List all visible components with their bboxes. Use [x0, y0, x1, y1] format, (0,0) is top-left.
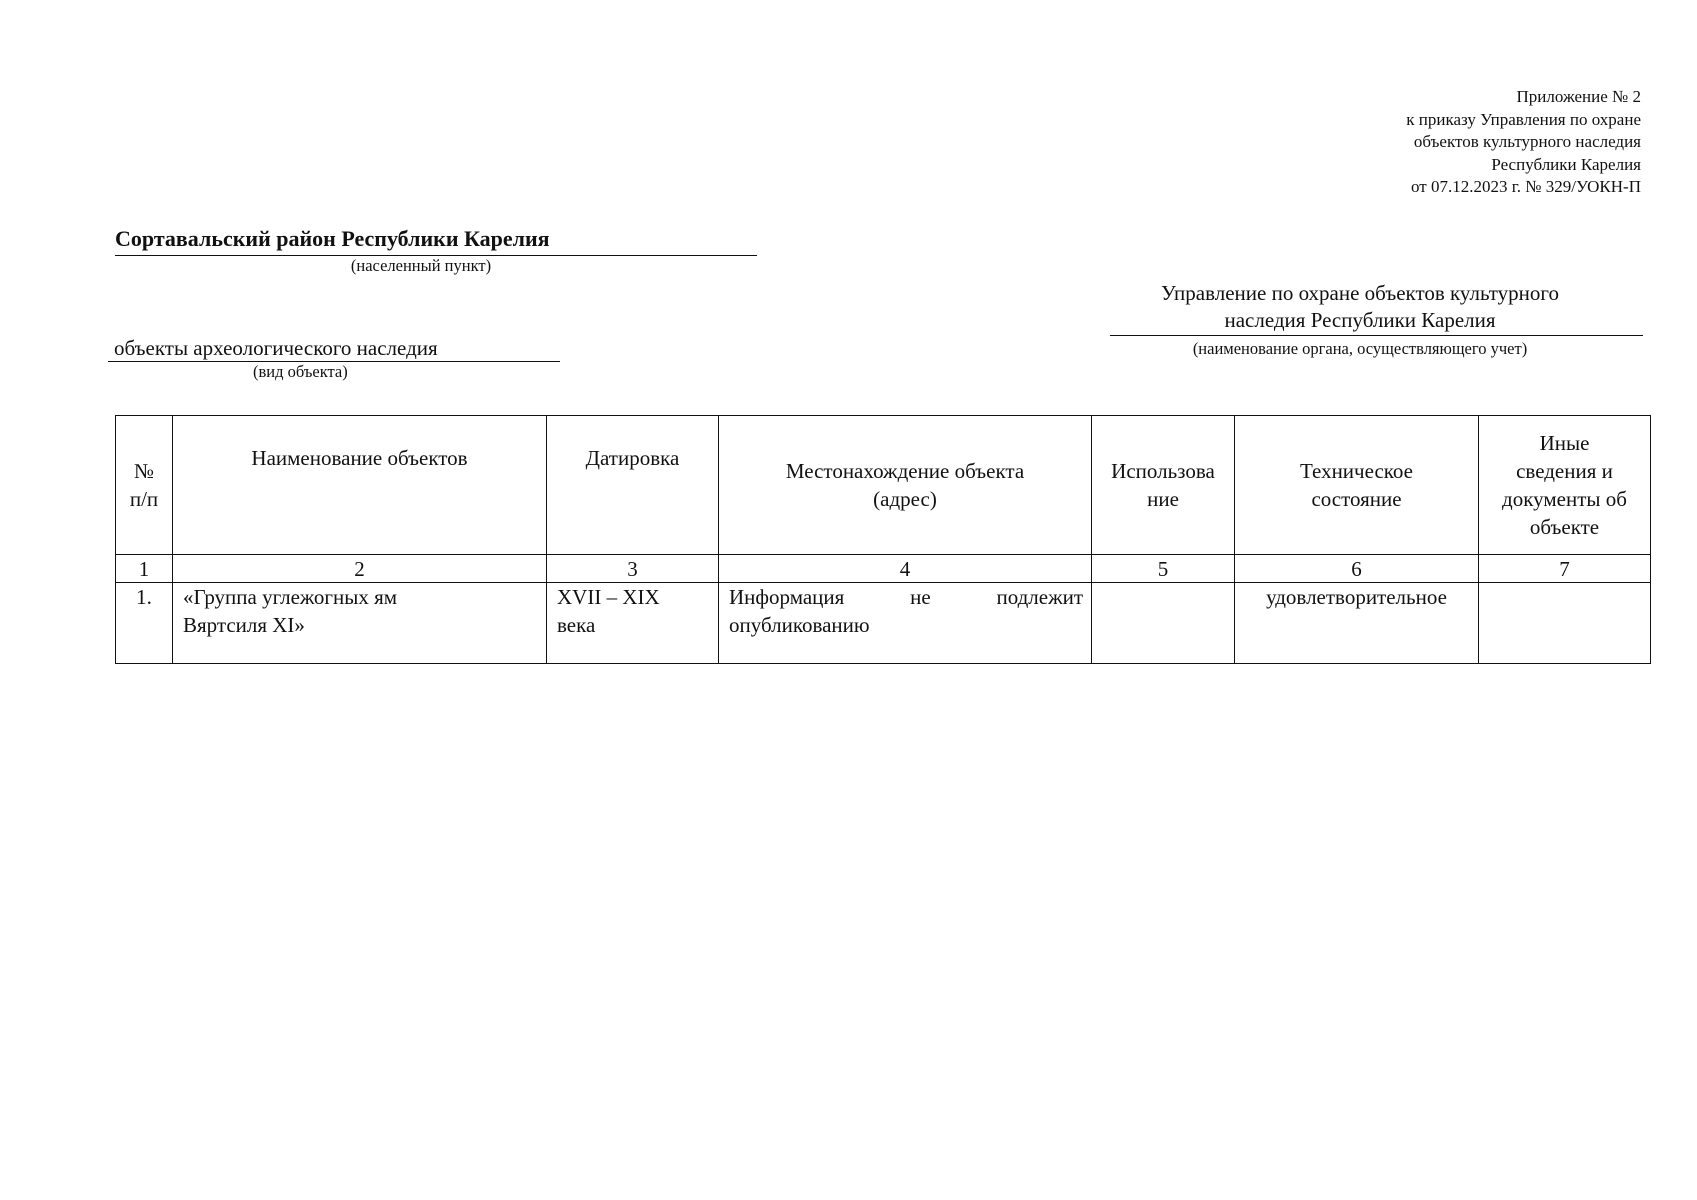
object-type-caption: (вид объекта): [253, 362, 348, 381]
header-location: [719, 416, 1092, 555]
cell-usage: [1092, 583, 1235, 664]
header-num-line: №: [133, 459, 155, 483]
header-dating: [547, 416, 719, 555]
column-number: 1: [116, 555, 173, 583]
header-name: [173, 416, 547, 555]
header-num-line: п/п: [129, 487, 159, 511]
authority-value-line: Управление по охране объектов культурного: [1161, 281, 1559, 305]
header-tech-state: [1235, 416, 1479, 555]
column-number: 5: [1092, 555, 1235, 583]
cell-dating: [547, 583, 719, 664]
column-number: 6: [1235, 555, 1479, 583]
header-dating-text: Датировка: [585, 446, 680, 470]
appendix-line: Приложение № 2: [1516, 87, 1641, 106]
cell-num: 1.: [116, 583, 173, 664]
cell-location-line: опубликованию: [729, 613, 870, 637]
settlement-value: Сортавальский район Республики Карелия: [115, 226, 757, 256]
column-number: 3: [547, 555, 719, 583]
appendix-line: к приказу Управления по охране: [1406, 109, 1641, 129]
cell-name-line: Вяртсиля XI»: [183, 613, 305, 637]
header-other-line: Иные: [1539, 431, 1590, 455]
appendix-line: объектов культурного наследия: [1413, 132, 1641, 151]
header-location-line: (адрес): [873, 487, 937, 511]
appendix-line: Республики Карелия: [1491, 154, 1641, 174]
cell-name: [173, 583, 547, 664]
registry-table: [115, 415, 1651, 664]
header-num: [116, 416, 173, 555]
header-name-text: Наименование объектов: [251, 446, 468, 470]
header-tech-line: состояние: [1311, 487, 1402, 511]
header-usage: [1092, 416, 1235, 555]
authority-value-line: наследия Республики Карелия: [1224, 308, 1496, 332]
authority-field: [1110, 280, 1643, 360]
header-other-line: документы об: [1502, 487, 1627, 511]
table-header-row: [116, 416, 1651, 555]
table-row: [116, 583, 1651, 664]
settlement-caption: (населенный пункт): [350, 256, 492, 275]
authority-caption: (наименование органа, осуществляющего учет): [1192, 339, 1528, 358]
header-usage-line: ние: [1147, 487, 1179, 511]
header-usage-line: Использова: [1111, 459, 1215, 483]
cell-dating-line: века: [557, 613, 596, 637]
cell-location-word: подлежит: [996, 585, 1083, 609]
cell-location-word: Информация: [729, 585, 845, 609]
cell-location: [719, 583, 1092, 664]
object-type-value: объекты археологического наследия: [108, 336, 560, 362]
column-number: 7: [1479, 555, 1651, 583]
cell-tech-state: удовлетворительное: [1235, 583, 1479, 664]
appendix-line: от 07.12.2023 г. № 329/УОКН-П: [1411, 177, 1641, 196]
appendix-header: [1406, 86, 1641, 199]
header-other-line: объекте: [1529, 515, 1600, 539]
column-number: 4: [719, 555, 1092, 583]
header-tech-line: Техническое: [1300, 459, 1413, 483]
authority-value: [1110, 280, 1643, 336]
cell-name-line: «Группа углежогных ям: [183, 585, 398, 609]
column-number-row: [116, 555, 1651, 583]
header-location-line: Местонахождение объекта: [785, 459, 1025, 483]
column-number: 2: [173, 555, 547, 583]
cell-location-word: не: [910, 585, 931, 609]
cell-location-line: [729, 583, 1083, 611]
object-type-field: [108, 336, 560, 382]
cell-dating-line: XVII – XIX: [557, 585, 660, 609]
header-other-line: сведения и: [1516, 459, 1613, 483]
settlement-field: [115, 226, 757, 276]
cell-other: [1479, 583, 1651, 664]
header-other: [1479, 416, 1651, 555]
